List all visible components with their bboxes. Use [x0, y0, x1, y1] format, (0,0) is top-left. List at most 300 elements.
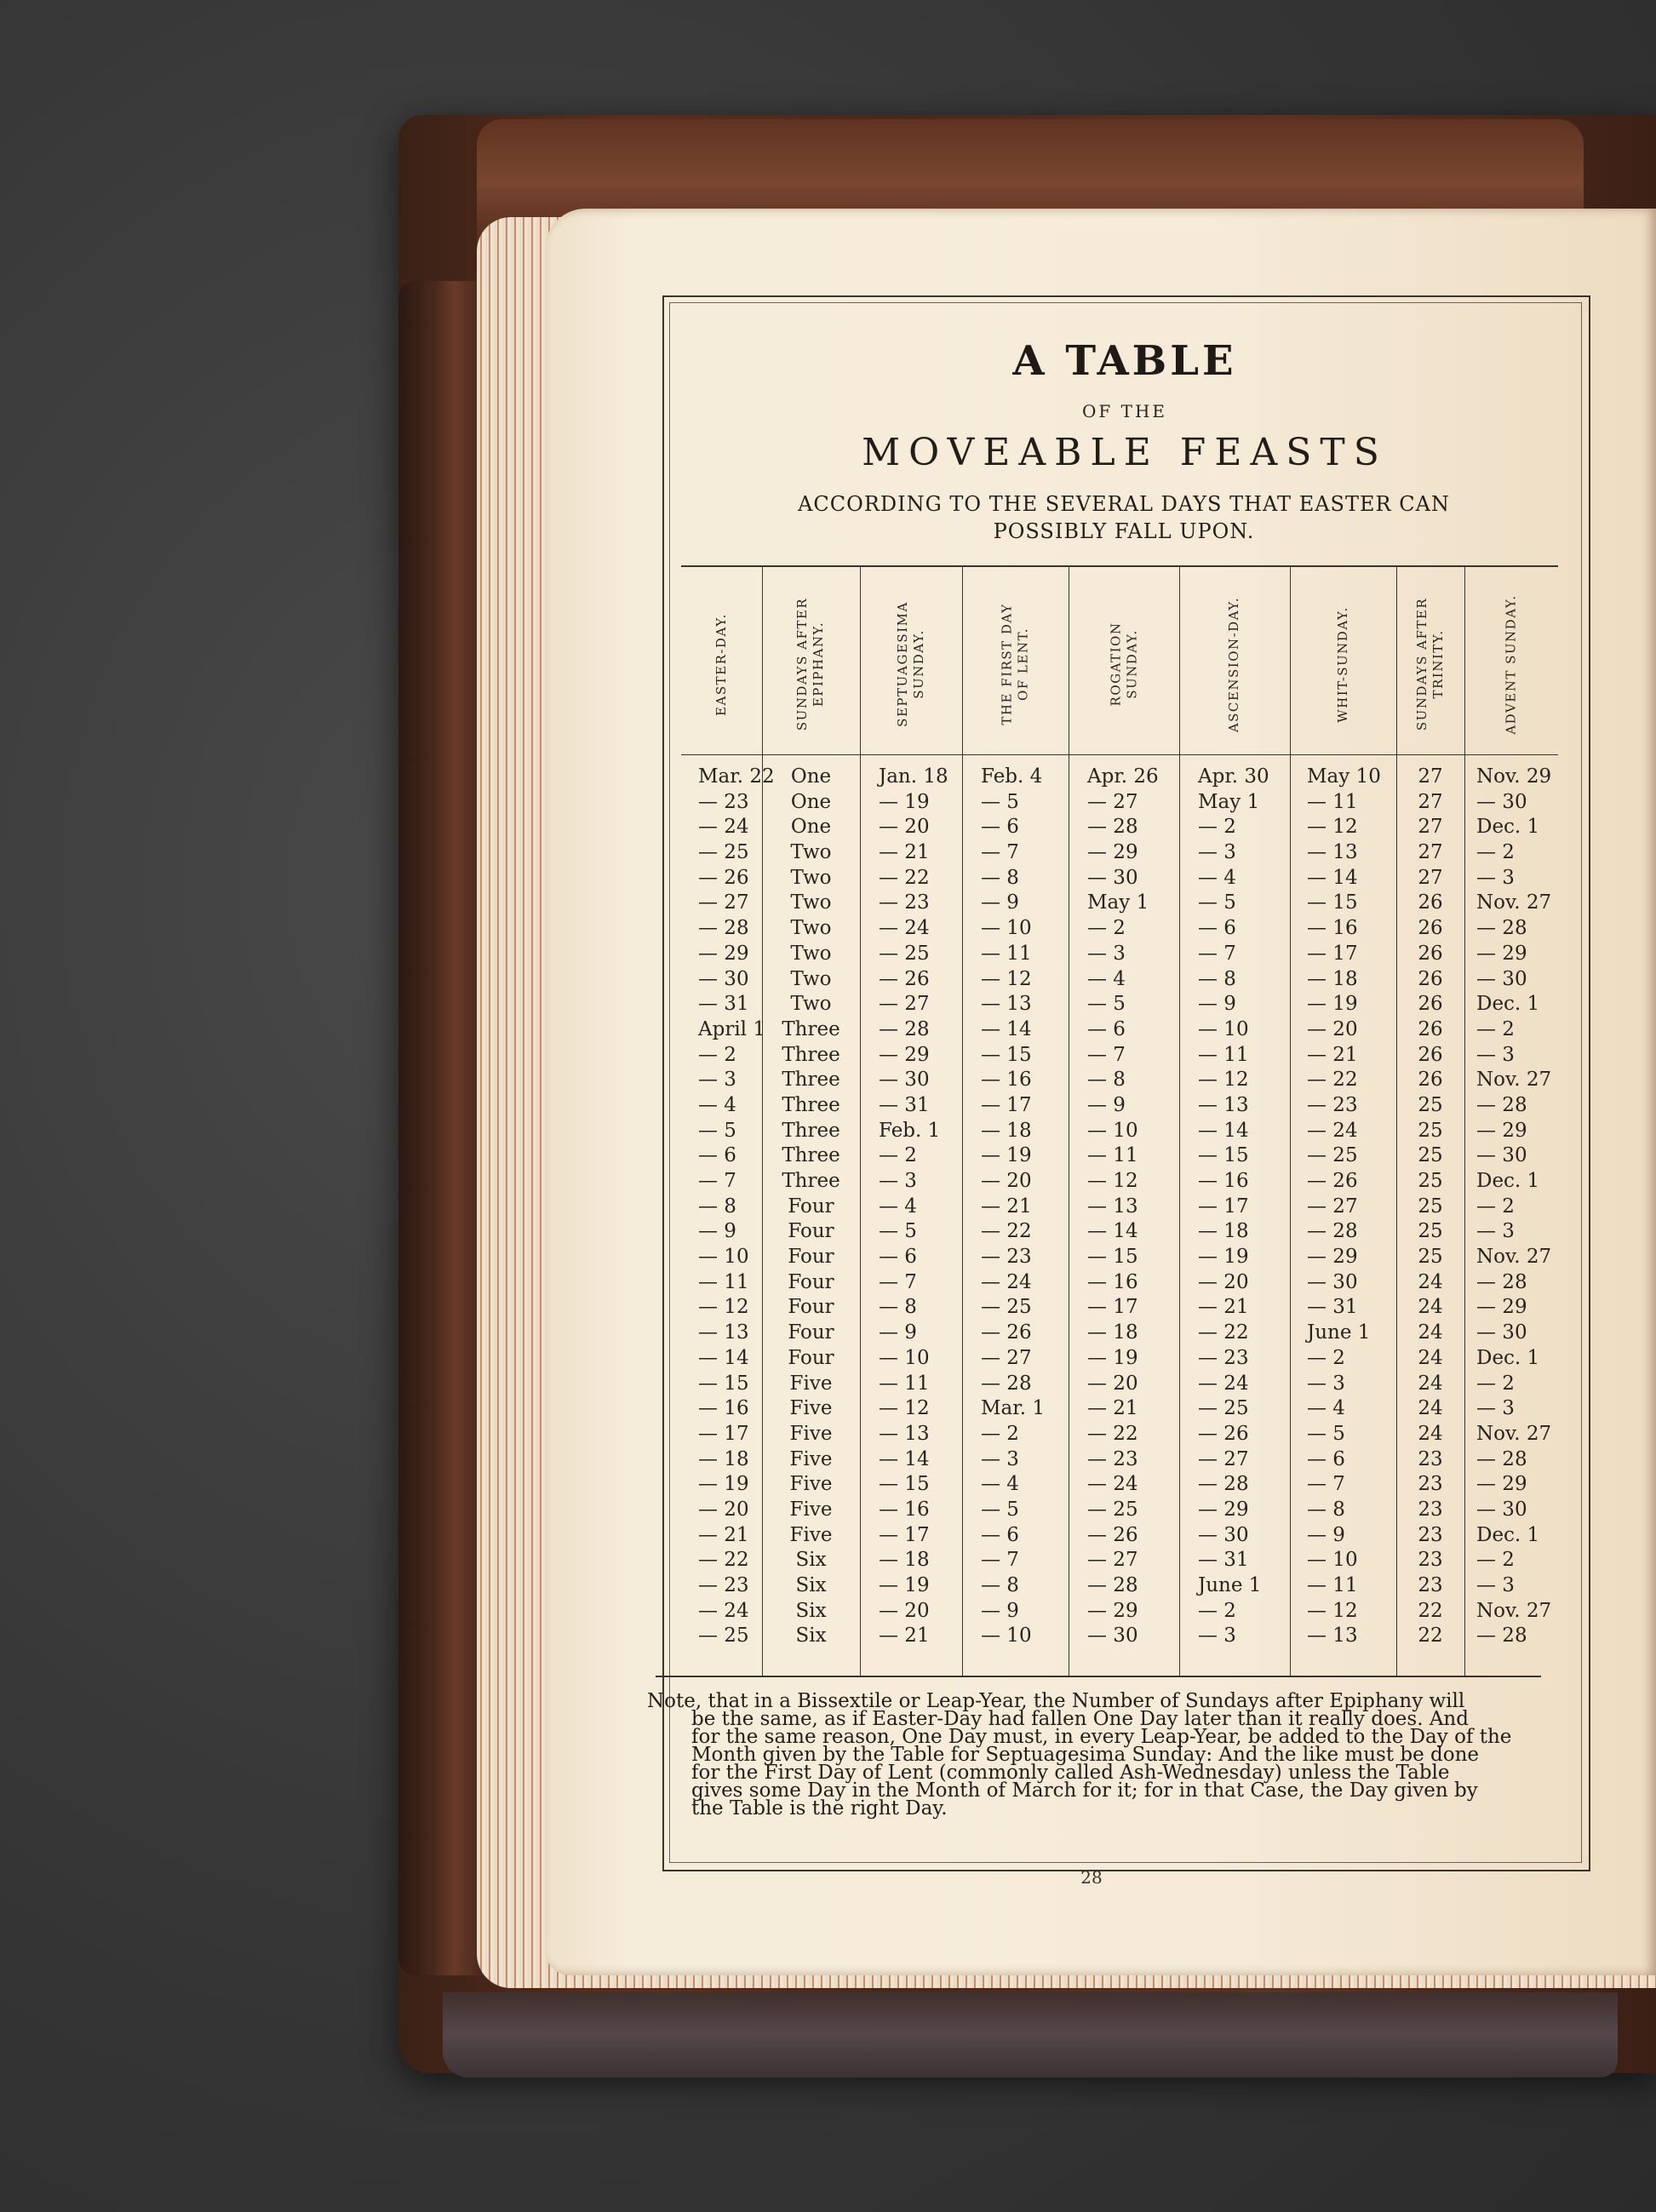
table-cell: Five — [789, 1447, 833, 1470]
table-cell: May 10 — [1307, 765, 1381, 788]
table-cell: — 10 — [879, 1346, 930, 1369]
table-cell: Apr. 26 — [1087, 765, 1159, 788]
table-cell: — 12 — [879, 1397, 930, 1420]
table-cell: — 19 — [879, 1574, 930, 1596]
note-line: for the First Day of Lent (commonly called Ash-Wednesday) unless the Table — [691, 1762, 1450, 1784]
table-cell: — 5 — [1087, 993, 1126, 1016]
table-cell: — 30 — [879, 1069, 930, 1092]
table-cell: — 3 — [1476, 1397, 1515, 1420]
table-cell: One — [790, 790, 832, 813]
table-cell: — 13 — [1087, 1195, 1138, 1218]
table-cell: — 26 — [1307, 1170, 1358, 1192]
table-cell: — 30 — [1307, 1270, 1358, 1293]
table-cell: — 18 — [1307, 967, 1358, 990]
table-cell: — 28 — [1476, 917, 1527, 940]
table-cell: — 15 — [879, 1473, 930, 1496]
table-cell: 26 — [1418, 942, 1443, 965]
table-cell: — 17 — [1087, 1296, 1138, 1319]
table-cell: — 20 — [1198, 1270, 1249, 1293]
table-cell: — 11 — [1087, 1144, 1138, 1167]
column-easter-day — [681, 765, 775, 1649]
column-septuagesima-sunday — [860, 765, 962, 1649]
table-cell: — 15 — [981, 1043, 1032, 1066]
table-cell: — 19 — [698, 1473, 749, 1496]
table-cell: Feb. 1 — [879, 1119, 941, 1142]
table-cell: — 29 — [1198, 1498, 1249, 1521]
table-cell: — 8 — [698, 1195, 736, 1218]
table-cell: Three — [782, 1119, 840, 1142]
table-cell: — 10 — [1198, 1017, 1249, 1040]
table-cell: — 19 — [1198, 1246, 1249, 1269]
table-cell: Six — [795, 1574, 827, 1596]
note-line: be the same, as if Easter-Day had fallen One Day later than it really does. And — [691, 1708, 1469, 1730]
table-cell: Six — [795, 1599, 827, 1622]
note-line: gives some Day in the Month of March for it; for in that Case, the Day given by — [691, 1779, 1478, 1802]
table-cell: — 2 — [1476, 841, 1515, 864]
table-cell: Jan. 18 — [879, 765, 948, 788]
table-cell: 24 — [1418, 1321, 1443, 1344]
table-cell: 23 — [1418, 1473, 1443, 1496]
table-cell: — 28 — [1476, 1447, 1527, 1470]
table-cell: — 21 — [879, 1625, 930, 1648]
table-cell: — 22 — [879, 866, 930, 889]
table-cell: — 22 — [1087, 1422, 1138, 1445]
table-cell: — 29 — [1476, 1296, 1527, 1319]
table-cell: — 7 — [879, 1270, 917, 1293]
column-header-first-day-of-lent — [962, 570, 1069, 758]
table-cell: 23 — [1418, 1574, 1443, 1596]
table-cell: — 21 — [879, 841, 930, 864]
table-cell: — 16 — [1198, 1170, 1249, 1192]
table-cell: April 1 — [698, 1017, 765, 1040]
column-sundays-after-trinity — [1396, 765, 1464, 1649]
table-cell: — 3 — [1087, 942, 1126, 965]
table-cell: — 27 — [879, 993, 930, 1016]
table-cell: — 3 — [981, 1447, 1019, 1470]
column-header-septuagesima-sunday — [860, 570, 962, 758]
table-cell: — 20 — [879, 816, 930, 839]
table-cell: — 24 — [1198, 1372, 1249, 1395]
table-cell: Five — [789, 1498, 833, 1521]
table-cell: 26 — [1418, 1017, 1443, 1040]
table-cell: 25 — [1418, 1119, 1443, 1142]
table-cell: Two — [790, 967, 832, 990]
table-cell: — 24 — [1307, 1119, 1358, 1142]
table-cell: — 29 — [698, 942, 749, 965]
table-cell: — 17 — [1198, 1195, 1249, 1218]
table-cell: — 2 — [1087, 917, 1126, 940]
table-cell: — 24 — [879, 917, 930, 940]
table-cell: — 30 — [1476, 967, 1527, 990]
table-cell: — 2 — [1476, 1017, 1515, 1040]
table-cell: — 23 — [981, 1246, 1032, 1269]
table-cell: — 27 — [981, 1346, 1032, 1369]
table-cell: Four — [788, 1321, 834, 1344]
table-cell: — 28 — [1307, 1220, 1358, 1243]
table-cell: — 3 — [1198, 1625, 1236, 1648]
table-cell: — 9 — [1307, 1523, 1345, 1546]
table-cell: — 10 — [1307, 1549, 1358, 1572]
table-cell: Four — [788, 1270, 834, 1293]
table-cell: 25 — [1418, 1220, 1443, 1243]
table-cell: — 8 — [879, 1296, 917, 1319]
table-cell: — 2 — [698, 1043, 736, 1066]
table-cell: — 25 — [879, 942, 930, 965]
table-cell: — 20 — [1307, 1017, 1358, 1040]
table-cell: — 6 — [879, 1246, 917, 1269]
table-cell: — 10 — [698, 1246, 749, 1269]
table-cell: — 12 — [1198, 1069, 1249, 1092]
table-bottom-rule — [656, 1676, 1541, 1677]
table-cell: — 14 — [1087, 1220, 1138, 1243]
table-cell: 27 — [1418, 816, 1443, 839]
table-cell: — 2 — [1198, 816, 1236, 839]
table-cell: — 8 — [981, 1574, 1019, 1596]
table-cell: Three — [782, 1017, 840, 1040]
table-cell: — 11 — [879, 1372, 930, 1395]
table-cell: Five — [789, 1372, 833, 1395]
table-cell: — 17 — [698, 1422, 749, 1445]
table-cell: — 7 — [1307, 1473, 1345, 1496]
table-cell: — 4 — [879, 1195, 917, 1218]
table-cell: May 1 — [1087, 891, 1149, 914]
table-cell: Five — [789, 1397, 833, 1420]
table-cell: 25 — [1418, 1170, 1443, 1192]
table-cell: — 13 — [1307, 1625, 1358, 1648]
table-cell: — 26 — [1198, 1422, 1249, 1445]
table-cell: Two — [790, 891, 832, 914]
note-line: for the same reason, One Day must, in every Leap-Year, be added to the Day of the — [691, 1726, 1512, 1748]
table-cell: — 24 — [1087, 1473, 1138, 1496]
table-cell: — 16 — [1307, 917, 1358, 940]
table-cell: — 29 — [1476, 1473, 1527, 1496]
table-cell: — 3 — [1307, 1372, 1345, 1395]
table-cell: — 30 — [1476, 1144, 1527, 1167]
table-cell: — 30 — [1476, 1321, 1527, 1344]
table-cell: — 18 — [1198, 1220, 1249, 1243]
table-cell: Mar. 22 — [698, 765, 775, 788]
table-cell: — 7 — [698, 1170, 736, 1192]
table-cell: — 13 — [698, 1321, 749, 1344]
table-cell: — 12 — [1307, 1599, 1358, 1622]
table-cell: — 6 — [1307, 1447, 1345, 1470]
table-cell: — 2 — [1198, 1599, 1236, 1622]
table-cell: — 25 — [981, 1296, 1032, 1319]
table-cell: 27 — [1418, 765, 1443, 788]
title-main: A TABLE — [1012, 337, 1237, 385]
table-cell: — 9 — [981, 1599, 1019, 1622]
table-cell: 23 — [1418, 1447, 1443, 1470]
table-cell: Five — [789, 1473, 833, 1496]
table-cell: — 24 — [698, 1599, 749, 1622]
table-cell: May 1 — [1198, 790, 1260, 813]
column-header-advent-sunday — [1464, 570, 1558, 758]
title-of-the: OF THE — [1081, 401, 1167, 421]
table-cell: Three — [782, 1144, 840, 1167]
table-cell: 26 — [1418, 967, 1443, 990]
table-cell: — 28 — [1476, 1093, 1527, 1116]
table-cell: — 9 — [1087, 1093, 1126, 1116]
table-cell: — 31 — [1198, 1549, 1249, 1572]
table-cell: — 4 — [981, 1473, 1019, 1496]
title-moveable-feasts: MOVEABLE FEASTS — [862, 431, 1388, 474]
table-cell: — 21 — [698, 1523, 749, 1546]
table-cell: — 18 — [698, 1447, 749, 1470]
table-cell: — 28 — [981, 1372, 1032, 1395]
table-cell: — 22 — [981, 1220, 1032, 1243]
table-cell: — 15 — [1307, 891, 1358, 914]
table-cell: — 6 — [1087, 1017, 1126, 1040]
table-cell: — 30 — [1476, 1498, 1527, 1521]
table-cell: — 20 — [981, 1170, 1032, 1192]
table-cell: — 5 — [879, 1220, 917, 1243]
table-cell: — 2 — [879, 1144, 917, 1167]
table-cell: — 30 — [698, 967, 749, 990]
table-cell: Dec. 1 — [1476, 1523, 1540, 1546]
table-cell: Four — [788, 1195, 834, 1218]
column-header-easter-day — [681, 570, 762, 758]
table-cell: — 25 — [1307, 1144, 1358, 1167]
table-cell: Nov. 27 — [1476, 1599, 1552, 1622]
column-header-label: SEPTUAGESIMA SUNDAY. — [895, 601, 927, 727]
table-cell: — 9 — [981, 891, 1019, 914]
table-cell: Four — [788, 1346, 834, 1369]
table-cell: Apr. 30 — [1198, 765, 1269, 788]
table-cell: — 14 — [698, 1346, 749, 1369]
table-cell: — 5 — [1307, 1422, 1345, 1445]
table-cell: — 4 — [1087, 967, 1126, 990]
table-cell: — 5 — [1198, 891, 1236, 914]
table-top-rule — [681, 565, 1558, 567]
table-cell: — 3 — [879, 1170, 917, 1192]
table-cell: — 7 — [981, 1549, 1019, 1572]
table-cell: — 27 — [1087, 790, 1138, 813]
table-cell: — 25 — [1087, 1498, 1138, 1521]
column-header-whit-sunday — [1290, 570, 1396, 758]
table-cell: — 13 — [879, 1422, 930, 1445]
table-cell: — 7 — [981, 841, 1019, 864]
table-cell: — 25 — [698, 1625, 749, 1648]
table-cell: Six — [795, 1549, 827, 1572]
column-header-label: ADVENT SUNDAY. — [1503, 593, 1519, 735]
book-cover-bottom-edge — [443, 1992, 1618, 2077]
table-cell: — 15 — [1198, 1144, 1249, 1167]
table-cell: — 10 — [981, 1625, 1032, 1648]
table-cell: — 15 — [1087, 1246, 1138, 1269]
column-rogation-sunday — [1069, 765, 1179, 1649]
table-cell: — 8 — [1307, 1498, 1345, 1521]
column-header-ascension-day — [1179, 570, 1290, 758]
table-cell: 24 — [1418, 1397, 1443, 1420]
table-cell: Three — [782, 1069, 840, 1092]
table-cell: — 2 — [1476, 1372, 1515, 1395]
column-first-day-of-lent — [962, 765, 1069, 1649]
table-cell: Two — [790, 841, 832, 864]
column-header-label: WHIT-SUNDAY. — [1335, 605, 1350, 723]
table-cell: 24 — [1418, 1270, 1443, 1293]
column-advent-sunday — [1464, 765, 1558, 1649]
table-cell: — 20 — [1087, 1372, 1138, 1395]
table-cell: — 13 — [1198, 1093, 1249, 1116]
table-cell: — 29 — [1087, 1599, 1138, 1622]
table-cell: Two — [790, 866, 832, 889]
table-cell: — 12 — [698, 1296, 749, 1319]
table-cell: — 14 — [1198, 1119, 1249, 1142]
table-cell: — 15 — [698, 1372, 749, 1395]
table-cell: — 26 — [1087, 1523, 1138, 1546]
table-cell: — 11 — [698, 1270, 749, 1293]
table-cell: — 4 — [1307, 1397, 1345, 1420]
table-cell: Nov. 27 — [1476, 1422, 1552, 1445]
table-cell: — 8 — [1087, 1069, 1126, 1092]
table-cell: Nov. 27 — [1476, 891, 1552, 914]
table-cell: — 14 — [879, 1447, 930, 1470]
table-cell: — 21 — [1307, 1043, 1358, 1066]
table-cell: 23 — [1418, 1549, 1443, 1572]
table-cell: — 14 — [1307, 866, 1358, 889]
table-cell: — 13 — [981, 993, 1032, 1016]
table-cell: Two — [790, 993, 832, 1016]
table-cell: — 30 — [1198, 1523, 1249, 1546]
table-cell: — 3 — [1198, 841, 1236, 864]
table-cell: — 23 — [1198, 1346, 1249, 1369]
table-cell: — 24 — [981, 1270, 1032, 1293]
table-cell: — 18 — [879, 1549, 930, 1572]
table-cell: — 22 — [698, 1549, 749, 1572]
table-cell: — 31 — [698, 993, 749, 1016]
table-cell: — 5 — [981, 1498, 1019, 1521]
table-cell: — 2 — [981, 1422, 1019, 1445]
table-cell: — 11 — [1307, 1574, 1358, 1596]
table-cell: — 6 — [698, 1144, 736, 1167]
table-cell: Four — [788, 1220, 834, 1243]
table-cell: — 3 — [698, 1069, 736, 1092]
column-header-sundays-after-trinity — [1396, 570, 1464, 758]
table-cell: 25 — [1418, 1093, 1443, 1116]
table-cell: — 30 — [1087, 866, 1138, 889]
table-cell: — 19 — [1087, 1346, 1138, 1369]
table-cell: Two — [790, 942, 832, 965]
table-cell: 24 — [1418, 1422, 1443, 1445]
table-cell: Five — [789, 1523, 833, 1546]
table-cell: — 31 — [1307, 1296, 1358, 1319]
title-subtitle: ACCORDING TO THE SEVERAL DAYS THAT EASTER CAN POSSIBLY FALL UPON. — [798, 492, 1450, 543]
table-cell: — 3 — [1476, 1220, 1515, 1243]
table-cell: — 9 — [1198, 993, 1236, 1016]
table-cell: — 21 — [1087, 1397, 1138, 1420]
table-cell: — 10 — [1087, 1119, 1138, 1142]
table-cell: — 9 — [698, 1220, 736, 1243]
table-cell: Dec. 1 — [1476, 993, 1540, 1016]
table-cell: 22 — [1418, 1625, 1443, 1648]
table-cell: 25 — [1418, 1195, 1443, 1218]
table-cell: Dec. 1 — [1476, 1170, 1540, 1192]
table-cell: One — [790, 765, 832, 788]
table-cell: Feb. 4 — [981, 765, 1043, 788]
table-cell: — 26 — [698, 866, 749, 889]
table-cell: — 18 — [981, 1119, 1032, 1142]
column-header-label: ASCENSION-DAY. — [1226, 596, 1242, 732]
column-sundays-after-epiphany — [762, 765, 860, 1649]
table-cell: Mar. 1 — [981, 1397, 1045, 1420]
table-cell: 26 — [1418, 993, 1443, 1016]
table-cell: — 26 — [879, 967, 930, 990]
table-cell: — 13 — [1307, 841, 1358, 864]
table-cell: — 19 — [981, 1144, 1032, 1167]
table-cell: — 3 — [1476, 1574, 1515, 1596]
table-cell: — 30 — [1476, 790, 1527, 813]
table-cell: — 7 — [1198, 942, 1236, 965]
column-header-label: THE FIRST DAY OF LENT. — [999, 603, 1031, 725]
table-cell: 26 — [1418, 891, 1443, 914]
table-cell: — 11 — [1307, 790, 1358, 813]
table-cell: — 9 — [879, 1321, 917, 1344]
table-cell: June 1 — [1307, 1321, 1371, 1344]
table-cell: — 23 — [698, 1574, 749, 1596]
table-cell: — 29 — [1476, 942, 1527, 965]
table-cell: — 4 — [1198, 866, 1236, 889]
table-cell: — 19 — [1307, 993, 1358, 1016]
column-header-label: SUNDAYS AFTER TRINITY. — [1414, 597, 1447, 731]
note-line: Note, that in a Bissextile or Leap-Year, the Number of Sundays after Epiphany will — [647, 1690, 1465, 1712]
table-cell: — 16 — [981, 1069, 1032, 1092]
table-cell: — 20 — [879, 1599, 930, 1622]
table-cell: Four — [788, 1246, 834, 1269]
table-cell: Nov. 29 — [1476, 765, 1552, 788]
table-cell: — 24 — [698, 816, 749, 839]
table-cell: — 22 — [1307, 1069, 1358, 1092]
table-cell: Three — [782, 1043, 840, 1066]
table-cell: — 3 — [1476, 1043, 1515, 1066]
table-cell: — 28 — [879, 1017, 930, 1040]
table-cell: 24 — [1418, 1296, 1443, 1319]
table-cell: — 14 — [981, 1017, 1032, 1040]
table-cell: — 2 — [1476, 1195, 1515, 1218]
note-line: the Table is the right Day. — [691, 1797, 948, 1819]
table-cell: — 6 — [981, 1523, 1019, 1546]
table-cell: — 11 — [981, 942, 1032, 965]
table-cell: — 17 — [879, 1523, 930, 1546]
table-cell: One — [790, 816, 832, 839]
table-cell: — 10 — [981, 917, 1032, 940]
table-cell: — 19 — [879, 790, 930, 813]
table-cell: Three — [782, 1170, 840, 1192]
table-cell: 25 — [1418, 1144, 1443, 1167]
table-cell: — 31 — [879, 1093, 930, 1116]
table-cell: — 27 — [1307, 1195, 1358, 1218]
table-cell: — 16 — [1087, 1270, 1138, 1293]
column-header-label: ROGATION SUNDAY. — [1107, 622, 1139, 707]
table-cell: 26 — [1418, 917, 1443, 940]
table-cell: 26 — [1418, 1043, 1443, 1066]
table-cell: — 11 — [1198, 1043, 1249, 1066]
note-line: Month given by the Table for Septuagesima Sunday: And the like must be done — [691, 1744, 1480, 1766]
table-cell: Six — [795, 1625, 827, 1648]
table-cell: — 30 — [1087, 1625, 1138, 1648]
table-cell: — 22 — [1198, 1321, 1249, 1344]
column-header-sundays-after-epiphany — [762, 570, 860, 758]
table-cell: June 1 — [1198, 1574, 1262, 1596]
table-cell: Five — [789, 1422, 833, 1445]
table-cell: — 21 — [1198, 1296, 1249, 1319]
table-cell: — 2 — [1307, 1346, 1345, 1369]
table-cell: — 26 — [981, 1321, 1032, 1344]
table-cell: 27 — [1418, 866, 1443, 889]
column-header-label: EASTER-DAY. — [713, 612, 729, 716]
table-cell: — 2 — [1476, 1549, 1515, 1572]
leap-year-note — [647, 1690, 1534, 1819]
page-number: 28 — [1080, 1867, 1103, 1888]
